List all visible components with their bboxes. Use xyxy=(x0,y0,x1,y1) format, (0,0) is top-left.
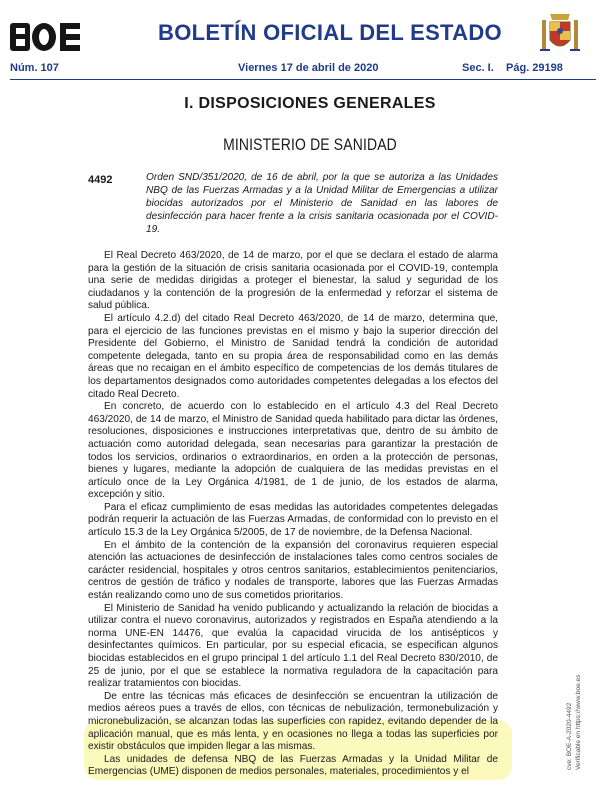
issue-date: Viernes 17 de abril de 2020 xyxy=(238,62,379,74)
header-divider xyxy=(10,79,596,80)
paragraph-highlighted: De entre las técnicas más eficaces de desinfección se encuentran la utilización de medios aéreos pues a través de ellos, con técnicas de nebulización, termonebulización y micronebulización, se alcanzan todas las superficies con rapidez, evitando depender de la aplicación manual, que es más lenta, y en ocasiones no llega a todas las superficies por existir obstáculos que impiden llegar a las mismas. xyxy=(88,690,498,753)
side-verification-note xyxy=(566,670,586,770)
order-summary: Orden SND/351/2020, de 16 de abril, por la que se autoriza a las Unidades NBQ de las Fuerzas Armadas y a la Unidad Militar de Emergencias a utilizar biocidas autorizados por el Ministerio de Sanidad en las labores de desinfección para hacer frente a la crisis sanitaria ocasionada por el COVID-19. xyxy=(146,172,498,235)
coat-of-arms-icon xyxy=(540,10,580,58)
gazette-meta-bar xyxy=(10,62,596,76)
section-title: I. DISPOSICIONES GENERALES xyxy=(184,95,436,112)
gazette-title: BOLETÍN OFICIAL DEL ESTADO xyxy=(158,20,502,45)
document-body xyxy=(88,250,498,779)
ministry-title: MINISTERIO DE SANIDAD xyxy=(223,135,397,154)
paragraph: El Ministerio de Sanidad ha venido publicando y actualizando la relación de biocidas a utilizar contra el nuevo coronavirus, autorizados y registrados en España atendiendo a la norma UNE-EN 14476, que evalúa la capacidad virucida de los antisépticos y desinfectantes químicos. En particular, por su especial eficacia, se especifican algunos biocidas establecidos en el grupo principal 1 del artículo 1.1 del Real Decreto 830/2010, de 25 de junio, por el que se establece la normativa reguladora de la capacitación para realizar tratamientos con biocidas. xyxy=(88,602,498,690)
paragraph: Las unidades de defensa NBQ de las Fuerzas Armadas y la Unidad Militar de Emergencias (UME) disponen de medios personales, materiales, procedimientos y el xyxy=(88,753,498,778)
cve-code: cve: BOE-A-2020-4492 xyxy=(566,702,573,770)
paragraph: El Real Decreto 463/2020, de 14 de marzo, por el que se declara el estado de alarma para la gestión de la situación de crisis sanitaria ocasionada por el COVID-19, contempla una serie de medidas dirigidas a proteger el bienestar, la salud y seguridad de los ciudadanos y la contención de la progresión de la enfermedad y reforzar el sistema de salud pública. xyxy=(88,250,498,312)
paragraph: El artículo 4.2.d) del citado Real Decreto 463/2020, de 14 de marzo, determina que, para el ejercicio de las funciones previstas en el mismo y bajo la superior dirección del Presidente del Gobierno, el Ministro de Sanidad tendrá la condición de autoridad competente delegada, tanto en su propia área de responsabilidad como en las demás áreas que no recaigan en el ámbito específico de competencias de los demás titulares de los departamentos designados como autoridades competentes delegadas a los efectos del citado Real Decreto. xyxy=(88,312,498,400)
page-number: Pág. 29198 xyxy=(506,62,563,74)
paragraph: Para el eficaz cumplimiento de esas medidas las autoridades competentes delegadas podrán requerir la actuación de las Fuerzas Armadas, de conformidad con lo previsto en el artículo 15.3 de la Ley Orgánica 5/2005, de 17 de noviembre, de la Defensa Nacional. xyxy=(88,501,498,539)
boe-logo xyxy=(10,22,82,52)
section-label: Sec. I. xyxy=(462,62,494,74)
boe-logo-graphic xyxy=(10,22,82,52)
order-number: 4492 xyxy=(88,174,113,186)
paragraph: En el ámbito de la contención de la expansión del coronavirus requieren especial atención las actuaciones de desinfección de instalaciones tales como centros sociales de carácter residencial, hospitales y otros centros sanitarios, establecimientos penitenciarios, centros de gestión de tráfico y nodales de transporte, labores que las Fuerzas Armadas están realizando como uno de sus cometidos prioritarios. xyxy=(88,539,498,602)
verification-link: Verificable en https://www.boe.es xyxy=(575,674,582,770)
issue-number: Núm. 107 xyxy=(10,62,59,74)
paragraph: En concreto, de acuerdo con lo establecido en el artículo 4.3 del Real Decreto 463/2020, de 14 de marzo, el Ministro de Sanidad queda habilitado para dictar las órdenes, resoluciones, disposiciones e instrucciones interpretativas que, dentro de su ámbito de actuación como autoridad delegada, sean necesarias para garantizar la prestación de todos los servicios, ordinarios o extraordinarios, en orden a la protección de personas, bienes y lugares, mediante la adopción de cualquiera de las medidas previstas en el artículo once de la Ley Orgánica 4/1981, de 1 de junio, de los estados de alarma, excepción y sitio. xyxy=(88,401,498,501)
